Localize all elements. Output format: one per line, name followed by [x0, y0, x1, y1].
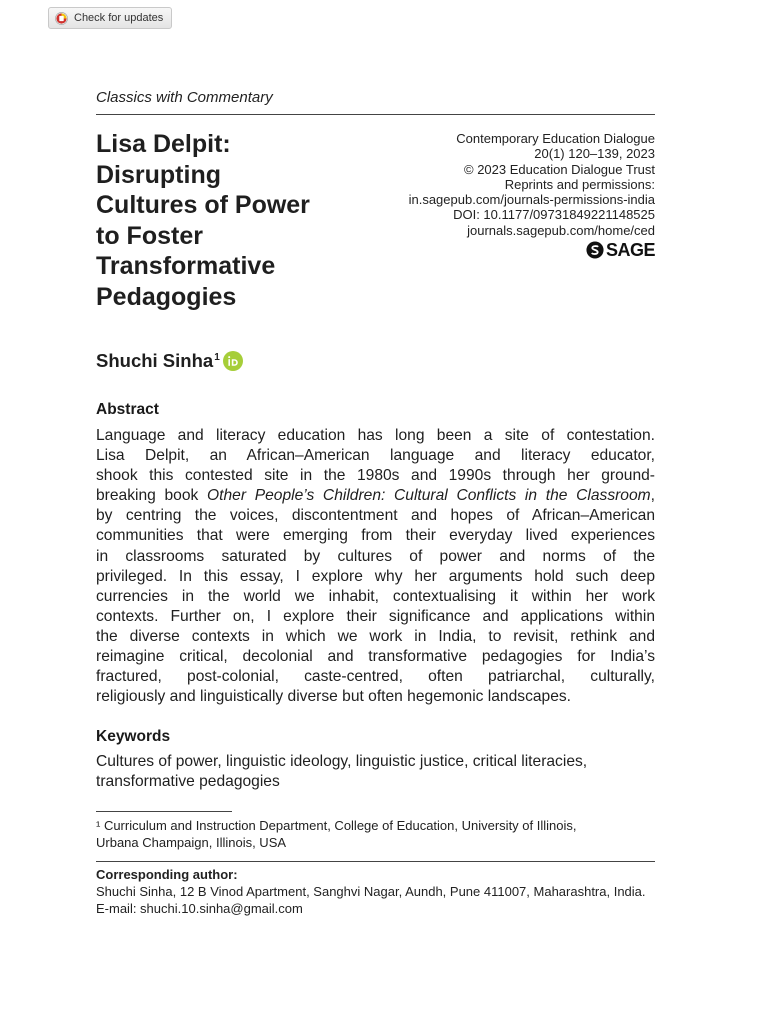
abstract-line: shook this contested site in the 1980s and 1990s through her ground- [96, 467, 655, 485]
journal-name: Contemporary Education Dialogue [456, 131, 655, 146]
abstract-line: religiously and linguistically diverse but often hegemonic landscapes. [96, 688, 572, 706]
publisher-logo [586, 240, 655, 260]
abstract-line: in classrooms saturated by cultures of power and norms of the [96, 547, 655, 565]
abstract-line [96, 486, 655, 506]
corresponding-email[interactable]: E-mail: shuchi.10.sinha@gmail.com [96, 901, 303, 916]
author-line [96, 350, 243, 372]
title-line: Pedagogies [96, 282, 237, 311]
keywords-heading: Keywords [96, 728, 171, 745]
copyright: © 2023 Education Dialogue Trust [464, 161, 655, 177]
corresponding-label: Corresponding author: [96, 867, 238, 882]
abstract-line: Language and literacy education has long been a site of contestation. [96, 427, 655, 444]
orcid-icon[interactable] [223, 351, 243, 371]
abstract-line: Lisa Delpit, an African–American language and literacy educator, [96, 447, 655, 465]
sage-logo-icon [586, 241, 604, 259]
footnote-line: Urbana Champaign, Illinois, USA [96, 835, 287, 850]
abstract-line-text: , [650, 487, 655, 505]
title-line: Lisa Delpit: [96, 130, 231, 158]
check-for-updates-label: Check for updates [74, 12, 164, 24]
abstract-line: contexts. Further on, I explore their significance and applications within [96, 607, 655, 625]
doi[interactable]: DOI: 10.1177/09731849221148525 [453, 207, 655, 223]
publisher-name: SAGE [605, 239, 655, 260]
footnote-line: ¹ Curriculum and Instruction Department, College of Education, University of Illinois, [96, 818, 577, 833]
title-line: to Foster [96, 221, 203, 250]
header-rule [96, 114, 655, 115]
check-for-updates-button[interactable] [48, 7, 172, 29]
corresponding-author [96, 866, 656, 917]
abstract-heading: Abstract [96, 401, 159, 418]
reprints-label: Reprints and permissions: [504, 176, 655, 192]
keywords-line: transformative pedagogies [96, 773, 280, 790]
keywords-body [96, 752, 655, 792]
abstract-line-text: breaking book [96, 487, 208, 505]
abstract-body [96, 426, 655, 707]
title-line: Transformative [96, 252, 276, 280]
abstract-line: currencies in the world we inhabit, contextualising it within her work [96, 587, 655, 605]
affiliation-marker: 1 [214, 352, 220, 363]
title-line: Cultures of Power [96, 191, 310, 219]
keywords-line: Cultures of power, linguistic ideology, linguistic justice, critical literacies, [96, 753, 588, 770]
abstract-line: the diverse contexts in which we work in India, to revisit, rethink and [96, 627, 655, 645]
abstract-line: reimagine critical, decolonial and transformative pedagogies for India’s [96, 648, 655, 666]
journal-metadata [365, 131, 655, 238]
article-title [96, 129, 371, 312]
abstract-line: privileged. In this essay, I explore why her arguments hold such deep [96, 567, 655, 585]
abstract-line: fractured, post-colonial, caste-centred, often patriarchal, culturally, [96, 668, 655, 686]
section-label: Classics with Commentary [96, 89, 273, 106]
book-title: Other People’s Children: Cultural Conflicts in the Classroom [207, 487, 651, 505]
crossmark-icon [55, 12, 68, 25]
journal-home-link[interactable]: journals.sagepub.com/home/ced [467, 222, 655, 238]
title-line: Disrupting [96, 160, 221, 189]
corresponding-rule [96, 861, 655, 862]
journal-issue: 20(1) 120–139, 2023 [534, 146, 655, 162]
affiliation-footnote [96, 817, 656, 851]
footnote-rule [96, 811, 232, 812]
abstract-line: communities that were emerging from their everyday lived experiences [96, 527, 655, 545]
permissions-link[interactable]: in.sagepub.com/journals-permissions-india [408, 192, 655, 208]
author-name: Shuchi Sinha [96, 350, 214, 371]
corresponding-address: Shuchi Sinha, 12 B Vinod Apartment, Sanghvi Nagar, Aundh, Pune 411007, Maharashtra, India. [96, 884, 646, 899]
abstract-line: by centring the voices, discontentment and hopes of African–American [96, 507, 655, 525]
